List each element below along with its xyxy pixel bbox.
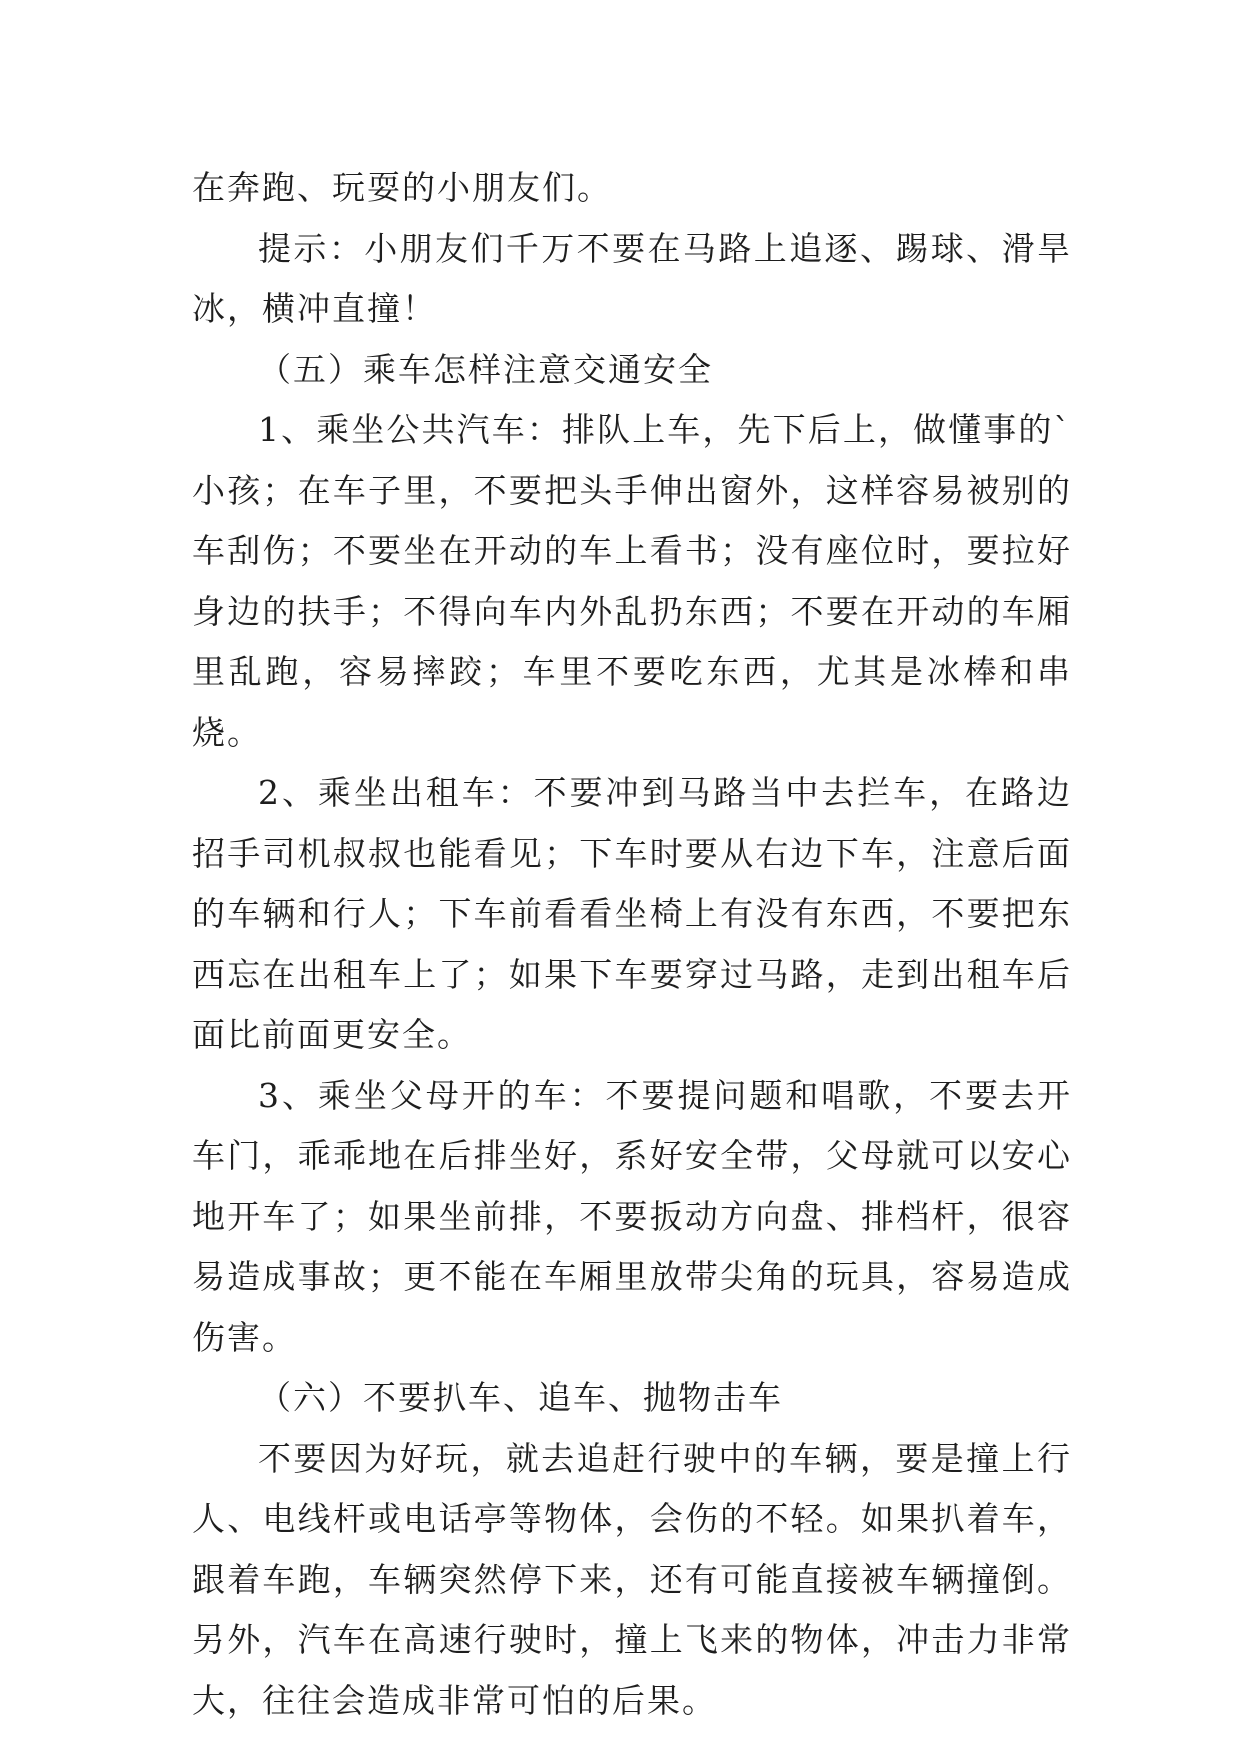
paragraph-public-bus: 1、乘坐公共汽车：排队上车，先下后上，做懂事的`小孩；在车子里，不要把头手伸出窗外，这样容易被别的车刮伤；不要坐在开动的车上看书；没有座位时，要拉好身边的扶手；不得向车内外乱扔东西；不要在开动的车厢里乱跑，容易摔跤；车里不要吃东西，尤其是冰棒和串烧。 — [192, 410, 1072, 752]
paragraph-taxi: 2、乘坐出租车：不要冲到马路当中去拦车，在路边招手司机叔叔也能看见；下车时要从右边下车，注意后面的车辆和行人；下车前看看坐椅上有没有东西，不要把东西忘在出租车上了；如果下车要穿过马路，走到出租车后面比前面更安全。 — [192, 773, 1072, 1054]
section-heading-5: （五）乘车怎样注意交通安全 — [258, 349, 713, 389]
paragraph-continuation: 在奔跑、玩耍的小朋友们。 — [192, 168, 612, 207]
document-body — [192, 158, 1072, 1731]
paragraph-parents-car: 3、乘坐父母开的车：不要提问题和唱歌，不要去开车门，乖乖地在后排坐好，系好安全带，父母就可以安心地开车了；如果坐前排，不要扳动方向盘、排档杆，很容易造成事故；更不能在车厢里放带尖角的玩具，容易造成伤害。 — [192, 1075, 1072, 1357]
paragraph-no-chasing: 不要因为好玩，就去追赶行驶中的车辆，要是撞上行人、电线杆或电话亭等物体，会伤的不轻。如果扒着车，跟着车跑，车辆突然停下来，还有可能直接被车辆撞倒。另外，汽车在高速行驶时，撞上飞来的物体，冲击力非常大，往往会造成非常可怕的后果。 — [192, 1438, 1072, 1720]
section-heading-6: （六）不要扒车、追车、抛物击车 — [258, 1378, 783, 1417]
paragraph-tip: 提示：小朋友们千万不要在马路上追逐、踢球、滑旱冰，横冲直撞！ — [192, 228, 1072, 328]
